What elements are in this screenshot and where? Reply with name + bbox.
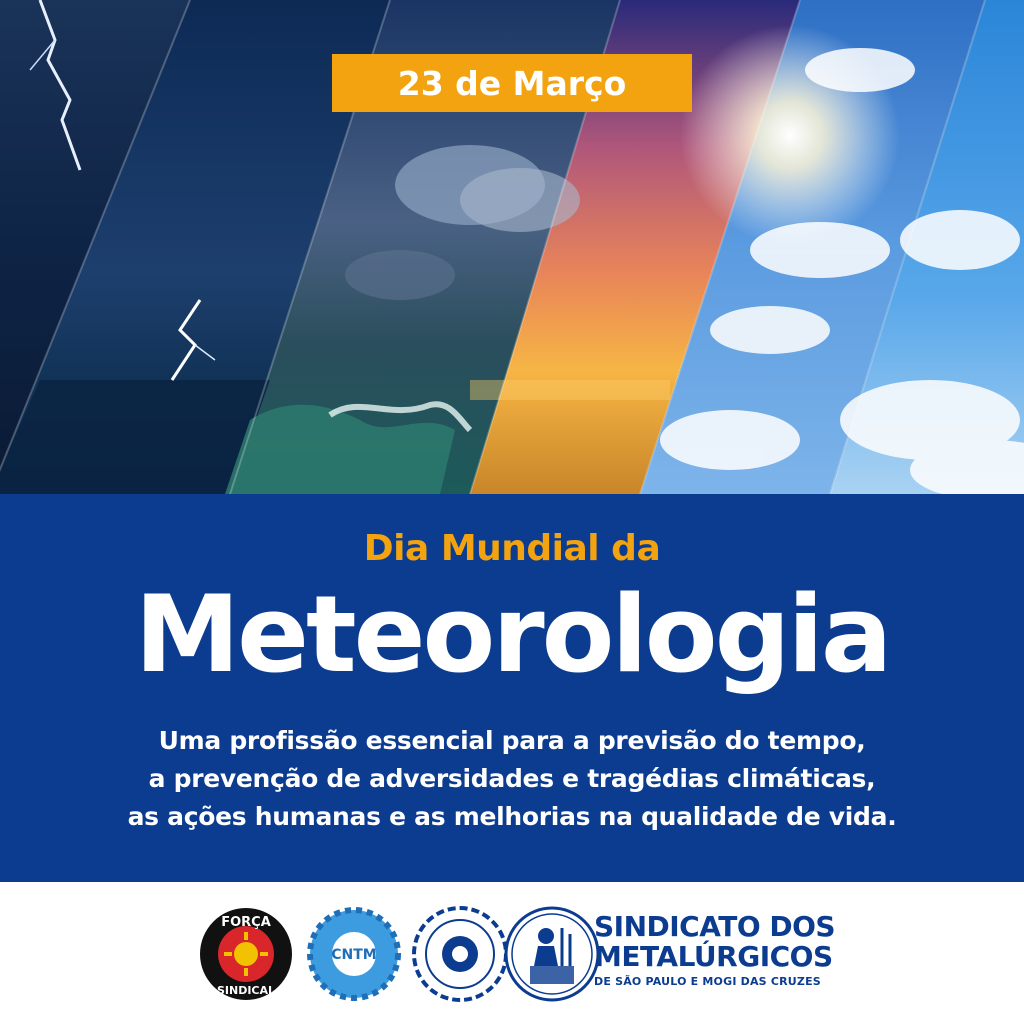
forca-sindical-logo: [198, 906, 294, 1002]
date-badge: 23 de Março: [332, 54, 692, 112]
union-name-line-1: SINDICATO DOS: [594, 910, 836, 943]
page-title: Meteorologia: [134, 573, 890, 696]
svg-text:SINDICAL: SINDICAL: [216, 984, 276, 997]
union-name-line-2: METALÚRGICOS: [594, 940, 833, 973]
cntm-logo: [306, 906, 402, 1002]
svg-text:FORÇA: FORÇA: [221, 915, 271, 930]
svg-text:CNTM: CNTM: [331, 947, 377, 963]
sindicato-seals: [412, 904, 602, 1004]
union-name: [594, 912, 835, 990]
description: [0, 722, 1024, 836]
subtitle: Dia Mundial da: [363, 528, 661, 569]
description-line-1: Uma profissão essencial para a previsão do tempo,: [158, 726, 866, 755]
description-line-3: as ações humanas e as melhorias na qualidade de vida.: [127, 802, 897, 831]
union-name-line-3: DE SÃO PAULO E MOGI DAS CRUZES: [594, 975, 821, 988]
description-line-2: a prevenção de adversidades e tragédias climáticas,: [148, 764, 876, 793]
